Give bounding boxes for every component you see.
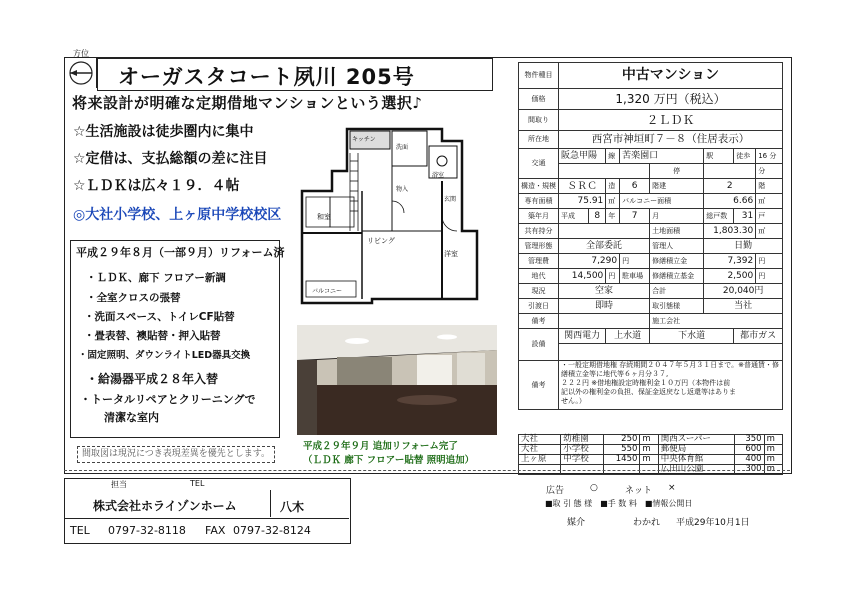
photo-caption-line1: 平成２９年９月 追加リフォーム完了 [303,441,458,452]
distance-row [519,435,783,445]
reform-item: 清潔な室内 [104,411,159,424]
address: 西宮市神垣町７－８（住居表示） [559,131,783,149]
dist-place-unit: m [764,435,782,445]
dist-area: 上ヶ原 [519,455,561,465]
notes-cell [559,361,783,410]
management-firm: 日勤 [704,239,783,254]
feature-1: ☆生活施設は徒歩圏内に集中 [73,124,254,140]
balcony-unit: ㎡ [756,194,783,209]
broker-label: 媒介 [567,518,586,528]
ad-label: 広告 [546,486,565,496]
dist-unit: m [640,455,658,465]
spec-label: 現況 [519,284,559,299]
station-suffix: 駅 [704,149,734,164]
management-type: 全部委託 [559,239,650,254]
land-area: 1,803.30 [704,224,756,239]
floor-plan [292,121,497,308]
distance-row [519,455,783,465]
spec-label: 所在地 [519,131,559,149]
fee-unit: 円 [756,254,783,269]
dist-place-value: 400 [735,455,764,465]
spec-label: 管理形態 [519,239,559,254]
line-suffix: 線 [606,149,620,164]
reform-item: ・給湯器平成２８年入替 [86,372,219,386]
dist-area: 大社 [519,445,561,455]
dist-kind: 中学校 [561,455,603,465]
net-mark: × [668,483,676,493]
dist-kind: 小学校 [561,445,603,455]
fee-unit: 円 [620,254,650,269]
units-unit: 戸 [756,209,783,224]
dist-area: 大社 [519,435,561,445]
school-district: ◎大社小学校、上ヶ原中学校校区 [73,207,282,223]
room-label-kitchen: キッチン [352,136,376,143]
balcony-area: 6.66 [704,194,756,209]
bus-unit: 分 [756,164,783,179]
dist-value: 250 [603,435,640,445]
built-month-unit: 月 [650,209,704,224]
dist-unit: m [640,435,658,445]
reform-item: ・全室クロスの張替 [86,292,181,304]
floor-unit: 階 [756,179,783,194]
structure-suffix: 造 [606,179,620,194]
spec-label: 築年月 [519,209,559,224]
built-year-unit: 年 [606,209,620,224]
tel-label: TEL [70,524,90,537]
reform-item: ・洗面スペース、トイレCF貼替 [84,311,235,323]
agent-name: 八木 [280,500,305,514]
facility: 下水道 [650,329,734,344]
dist-place: 関西スーパー [658,435,734,445]
spec-label: 共有持分 [519,224,559,239]
land-rent-unit: 円 [606,269,620,284]
facility: 関西電力 [559,329,606,344]
spec-label: 設備 [519,329,559,361]
interior-photo [297,325,497,435]
feature-2: ☆定借は、支払総額の差に注目 [73,151,268,167]
floor-number: 2 [704,179,756,194]
spec-label: 備考 [519,361,559,410]
dist-kind: 幼稚園 [561,435,603,445]
dist-place: 広田山公園 [658,465,734,475]
layout: ２ＬＤＫ [559,110,783,131]
transaction-label: 取引態様 [650,299,704,314]
management-fee: 7,290 [559,254,620,269]
station: 苦楽園口 [620,149,704,164]
fax-number: 0797-32-8124 [233,524,311,537]
spec-label: 間取り [519,110,559,131]
spec-label: 備考 [519,314,559,329]
walk-minutes: 16 分 [756,149,783,164]
units: 31 [734,209,756,224]
spec-label: 管理費 [519,254,559,269]
spec-label: 構造・規模 [519,179,559,194]
reform-item: ・ＬＤＫ、廊下 フロアー新調 [86,272,226,284]
structure: ＳＲＣ [559,179,606,194]
dist-unit: m [640,445,658,455]
compass-icon [67,59,95,87]
built-era: 平成 [559,209,589,224]
fax-label: FAX [205,524,226,537]
reform-item: ・畳表替、襖貼替・押入貼替 [84,330,221,342]
feature-3: ☆ＬＤＫは広々１９．４帖 [73,178,240,194]
distance-row [519,445,783,455]
room-label-youshitsu: 洋室 [444,250,458,258]
total-cost: 20,040円 [704,284,783,299]
repair-base: 2,500 [704,269,756,284]
spec-label: 引渡日 [519,299,559,314]
dist-value: 550 [603,445,640,455]
spec-label: 価格 [519,89,559,110]
dist-place-unit: m [764,445,782,455]
status: 空家 [559,284,650,299]
facility: 上水道 [606,329,650,344]
repair-reserve: 7,392 [704,254,756,269]
property-title: オーガスタコート夙川 205号 [118,65,415,89]
photo-caption-line2: （ＬＤＫ 廊下 フロアー貼替 照明追加） [303,455,475,466]
management-firm-label: 管理人 [650,239,704,254]
spec-label: 交通 [519,149,559,179]
units-label: 総戸数 [704,209,734,224]
floor-label: 階建 [650,179,704,194]
split-label: わかれ [633,518,661,528]
reform-item: ・トータルリペアとクリーニングで [80,393,256,406]
balcony-label: バルコニー面積 [620,194,704,209]
train-line: 阪急甲陽 [559,149,606,164]
dist-place-unit: m [764,465,782,475]
info-date: 平成29年10月1日 [676,518,750,528]
land-rent: 14,500 [559,269,606,284]
net-label: ネット [625,486,653,496]
note-line: せん。） [561,397,586,405]
dist-place: 郵便局 [658,445,734,455]
room-label-washitsu: 和室 [317,213,331,221]
footer-divider [64,470,790,471]
tel-label-top: TEL [190,479,205,488]
room-label-washroom: 洗面 [396,144,409,151]
repair-base-label: 修繕積立基金 [650,269,704,284]
floors: 6 [620,179,650,194]
property-type: 中古マンション [559,63,783,89]
dist-place-value: 600 [735,445,764,455]
room-label-storage: 物入 [396,186,409,193]
built-year: 8 [589,209,606,224]
bus-stop-label: 停 [650,164,704,179]
room-label-bath: 浴室 [432,172,445,179]
land-unit: ㎡ [756,224,783,239]
staff-label: 担当 [111,480,127,489]
spec-label: 専有面積 [519,194,559,209]
repair-label: 修繕積立金 [650,254,704,269]
land-label: 土地面積 [650,224,704,239]
repair-base-unit: 円 [756,269,783,284]
room-label-balcony: バルコニー [312,288,343,295]
tel-number: 0797-32-8118 [108,524,186,537]
parking-label: 駐車場 [620,269,650,284]
dist-place: 中央体育館 [658,455,734,465]
dist-place-value: 300 [735,465,764,475]
ad-fee-line: ■取 引 態 様 ■手 数 料 ■情報公開日 [545,499,693,508]
spec-label: 地代 [519,269,559,284]
builder-label: 施工会社 [650,314,783,329]
compass-box [66,49,97,88]
walk-label: 徒歩 [734,149,756,164]
area-unit: ㎡ [606,194,620,209]
compass-label: 方位 [73,49,89,58]
ad-mark: ○ [590,483,598,493]
spec-table [518,62,783,410]
company-name: 株式会社ホライゾンホーム [93,499,237,513]
facility: 都市ガス [734,329,783,344]
note-line: 記以外の権利金の負担、保証金返戻なし返還等はありま [561,388,736,396]
dist-value: 1450 [603,455,640,465]
dist-place-value: 350 [735,435,764,445]
dist-place-unit: m [764,455,782,465]
reform-title: 平成２９年８月（一部９月）リフォーム済 [76,246,285,259]
reform-item: ・固定照明、ダウンライトLED器具交換 [78,350,251,361]
note-line: ２２２円 ※借地権設定時権利金１０万円（本物件は前 [561,379,731,387]
built-month: 7 [620,209,650,224]
spec-label: 物件種目 [519,63,559,89]
price: 1,320 万円（税込） [559,89,783,110]
transaction: 当社 [704,299,783,314]
tagline: 将来設計が明確な定期借地マンションという選択♪ [72,94,423,112]
floorplan-note: 間取図は現況につき表現差異を優先とします。 [77,446,275,463]
total-label: 合計 [650,284,704,299]
area: 75.91 [559,194,606,209]
distance-table [518,434,783,475]
handover: 即時 [559,299,650,314]
note-line: ・一般定期借地権 存続期間２０４７年５月３１日まで。※普通賃・修繕積立金等に地代等６ヶ月分３７, [561,361,779,378]
room-label-living: リビング [367,237,395,245]
room-label-entry: 玄関 [444,196,457,203]
